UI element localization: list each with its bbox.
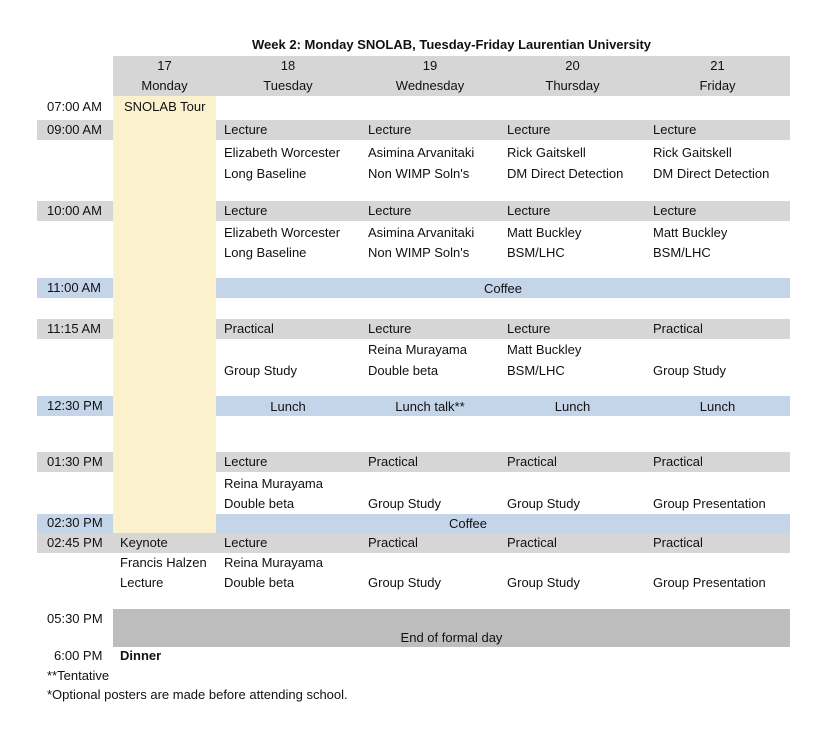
s1115-tue-topic: Group Study (224, 363, 297, 378)
s1000-tue-type: Lecture (224, 203, 268, 218)
s1115-thu-speaker: Matt Buckley (507, 342, 582, 357)
s1000-fri-speaker: Matt Buckley (653, 225, 728, 240)
s0900-thu-speaker: Rick Gaitskell (507, 145, 586, 160)
s1115-fri-type: Practical (653, 321, 703, 336)
s1000-thu-speaker: Matt Buckley (507, 225, 582, 240)
time-0130: 01:30 PM (47, 454, 103, 469)
s0130-tue-speaker: Reina Murayama (224, 476, 323, 491)
s0130-wed-topic: Group Study (368, 496, 441, 511)
s0245-wed-type: Practical (368, 535, 418, 550)
row-band-1115 (216, 319, 790, 339)
monday-keynote-type: Lecture (120, 575, 164, 590)
s1115-thu-type: Lecture (507, 321, 551, 336)
s0130-tue-topic: Double beta (224, 496, 295, 511)
s0900-tue-speaker: Elizabeth Worcester (224, 145, 341, 160)
s1000-fri-topic: BSM/LHC (653, 245, 711, 260)
s0900-wed-topic: Non WIMP Soln's (368, 166, 470, 181)
monday-keynote: Keynote (120, 535, 168, 550)
s1000-tue-topic: Long Baseline (224, 245, 307, 260)
page-title: Week 2: Monday SNOLAB, Tuesday-Friday Laurentian University (252, 37, 652, 52)
time-1230: 12:30 PM (47, 398, 103, 413)
time-1115: 11:15 AM (47, 321, 101, 336)
s0900-wed-type: Lecture (368, 122, 412, 137)
day-num-wed: 19 (422, 58, 438, 73)
s0130-tue-type: Lecture (224, 454, 268, 469)
monday-dinner: Dinner (120, 648, 162, 663)
time-0600: 6:00 PM (54, 648, 103, 663)
s0900-fri-type: Lecture (653, 122, 697, 137)
s0900-fri-speaker: Rick Gaitskell (653, 145, 732, 160)
row-band-1000 (216, 201, 790, 221)
s0130-fri-type: Practical (653, 454, 703, 469)
day-name-wed: Wednesday (395, 78, 465, 93)
row-band-0900 (216, 120, 790, 140)
s1000-wed-type: Lecture (368, 203, 412, 218)
s1115-wed-speaker: Reina Murayama (368, 342, 467, 357)
day-num-tue: 18 (280, 58, 296, 73)
s0130-wed-type: Practical (368, 454, 418, 469)
s0130-fri-topic: Group Presentation (653, 496, 766, 511)
s1000-wed-topic: Non WIMP Soln's (368, 245, 470, 260)
day-num-fri: 21 (710, 58, 725, 73)
time-1000: 10:00 AM (47, 203, 102, 218)
time-0245: 02:45 PM (47, 535, 103, 550)
time-0700: 07:00 AM (47, 99, 102, 114)
coffee-1100-label: Coffee (483, 281, 523, 296)
s1115-wed-type: Lecture (368, 321, 412, 336)
s0900-wed-speaker: Asimina Arvanitaki (368, 145, 475, 160)
s0245-fri-topic: Group Presentation (653, 575, 766, 590)
s0245-fri-type: Practical (653, 535, 703, 550)
s0245-tue-type: Lecture (224, 535, 268, 550)
s0245-wed-topic: Group Study (368, 575, 441, 590)
monday-snolab-tour: SNOLAB Tour (124, 99, 206, 114)
day-name-thu: Thursday (545, 78, 600, 93)
monday-snolab-column (113, 96, 216, 533)
end-of-day-label: End of formal day (400, 630, 503, 645)
s0245-thu-topic: Group Study (507, 575, 580, 590)
day-name-fri: Friday (699, 78, 736, 93)
day-name-tue: Tuesday (263, 78, 313, 93)
s0245-tue-speaker: Reina Murayama (224, 555, 323, 570)
lunch-thu: Lunch (554, 399, 591, 414)
s0130-thu-type: Practical (507, 454, 557, 469)
lunch-wed: Lunch talk** (395, 399, 465, 414)
s0900-fri-topic: DM Direct Detection (653, 166, 770, 181)
note-posters: *Optional posters are made before attending school. (47, 687, 348, 702)
time-1100: 11:00 AM (47, 280, 101, 295)
s1000-tue-speaker: Elizabeth Worcester (224, 225, 341, 240)
s1000-thu-topic: BSM/LHC (507, 245, 565, 260)
s0130-thu-topic: Group Study (507, 496, 580, 511)
s1115-thu-topic: BSM/LHC (507, 363, 565, 378)
monday-keynote-speaker: Francis Halzen (120, 555, 207, 570)
s0900-tue-topic: Long Baseline (224, 166, 307, 181)
day-num-thu: 20 (565, 58, 580, 73)
s1115-tue-type: Practical (224, 321, 274, 336)
s1115-wed-topic: Double beta (368, 363, 439, 378)
s1000-fri-type: Lecture (653, 203, 697, 218)
s0900-tue-type: Lecture (224, 122, 268, 137)
coffee-0230-label: Coffee (448, 516, 488, 531)
day-name-mon: Monday (141, 78, 188, 93)
s0900-thu-topic: DM Direct Detection (507, 166, 624, 181)
s1000-thu-type: Lecture (507, 203, 551, 218)
s1000-wed-speaker: Asimina Arvanitaki (368, 225, 475, 240)
note-tentative: **Tentative (47, 668, 110, 683)
time-0230: 02:30 PM (47, 515, 103, 530)
row-band-0130 (216, 452, 790, 472)
time-0530: 05:30 PM (47, 611, 103, 626)
s1115-fri-topic: Group Study (653, 363, 726, 378)
s0900-thu-type: Lecture (507, 122, 551, 137)
day-num-mon: 17 (157, 58, 172, 73)
s0245-thu-type: Practical (507, 535, 557, 550)
lunch-fri: Lunch (699, 399, 736, 414)
lunch-tue: Lunch (270, 399, 306, 414)
s0245-tue-topic: Double beta (224, 575, 295, 590)
time-0900: 09:00 AM (47, 122, 102, 137)
